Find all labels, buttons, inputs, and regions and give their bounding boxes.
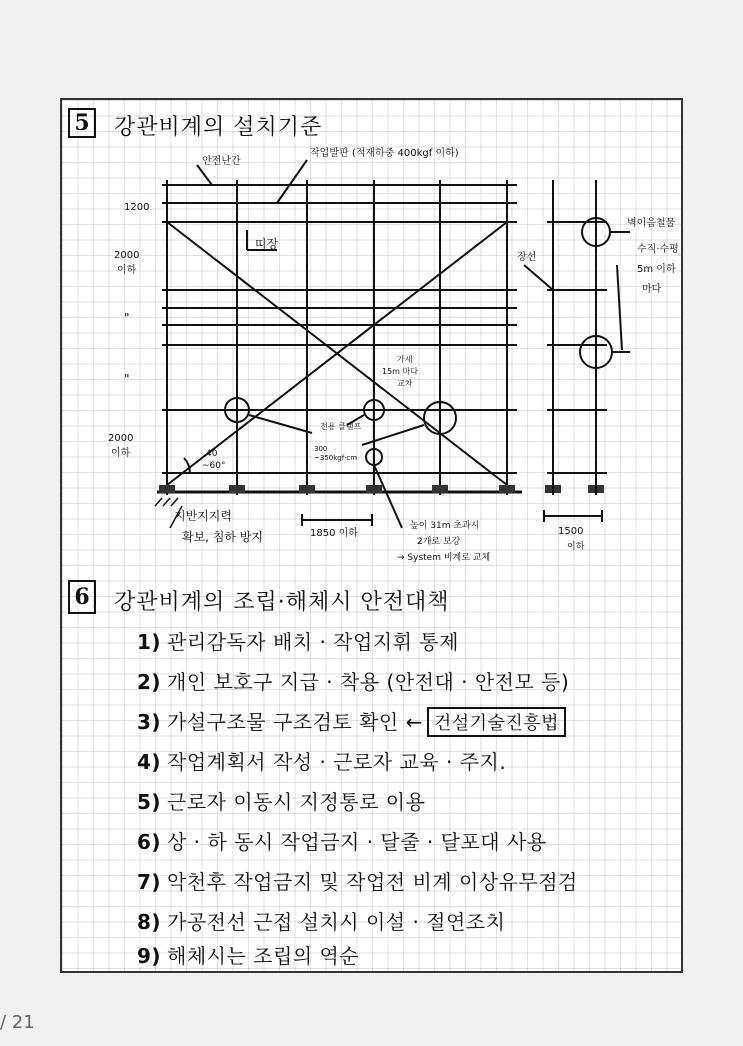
label-ledger: 띠장 [255,237,279,251]
list-item-6-text: 상 · 하 동시 작업금지 · 달줄 · 달포대 사용 [167,830,547,854]
list-item-3-text: 가설구조물 구조검토 확인 ← [167,710,423,734]
label-torque-1: 300 [314,445,328,453]
list-item-5 [137,786,425,815]
scaffold-side-frame [302,180,630,526]
section-5-title: 강관비계의 설치기준 [114,115,323,140]
label-ditto-2: " [124,372,130,386]
list-item-4 [137,746,506,775]
section-6-title: 강관비계의 조립·해체시 안전대책 [114,590,450,615]
list-item-2 [137,666,569,695]
label-span: 1850 이하 [310,528,358,539]
list-item-4-number: 4) [137,750,162,774]
section-6-number: 6 [74,584,90,610]
list-item-2-number: 2) [137,670,162,694]
label-2000-bottom: 2000 [108,433,134,444]
scaffold-diagram [62,140,681,595]
list-item-3 [137,706,566,737]
list-item-1 [137,626,459,655]
label-height-1: 높이 31m 초과시 [410,521,480,531]
law-reference-box: 건설기술진흥법 [427,707,566,737]
label-wall-4: 마다 [642,284,662,295]
label-tie: 장선 [517,252,537,263]
list-item-7-number: 7) [137,870,162,894]
list-item-8-text: 가공전선 근접 설치시 이설 · 절연조치 [167,910,506,934]
label-torque-2: ~350kgf·cm [314,454,358,462]
list-item-9 [137,940,359,969]
section-5-number: 5 [74,110,90,136]
label-clamp: 전용 클램프 [320,422,362,431]
page-indicator: / 21 [0,1012,35,1033]
label-2000-top: 2000 [114,250,140,261]
list-item-9-text: 해체시는 조립의 역순 [167,944,360,968]
list-item-5-text: 근로자 이동시 지정통로 이용 [167,790,426,814]
label-plank: 작업발판 (적재하중 400kgf 이하) [310,148,459,159]
list-item-1-text: 관리감독자 배치 · 작업지휘 통제 [167,630,459,654]
list-item-9-number: 9) [137,944,162,968]
list-item-7-text: 악천후 작업금지 및 작업전 비계 이상유무점검 [167,870,578,894]
label-cross-2: 15m 마다 [382,367,418,376]
list-item-7 [137,866,578,895]
label-wall-1: 벽이음철물 [627,218,676,229]
label-width: 1500 [558,526,584,537]
label-angle-range: ~60° [202,461,226,471]
label-width-2: 이하 [567,542,585,552]
list-item-6 [137,826,547,855]
label-angle: 40 [206,449,218,459]
label-ground: 지반지지력 [174,509,232,523]
label-height-2: 2개로 보강 [417,537,461,547]
list-item-5-number: 5) [137,790,162,814]
label-below-top: 이하 [117,265,137,276]
section-6-number-box [68,580,96,614]
list-item-1-number: 1) [137,630,162,654]
label-cross-1: 가새 [397,355,413,364]
list-item-8-number: 8) [137,910,162,934]
label-height-3: → System 비계로 교체 [397,553,491,563]
list-item-4-text: 작업계획서 작성 · 근로자 교육 · 주지. [167,750,507,774]
label-cross-3: 교차 [397,379,413,388]
note-page [60,98,683,973]
section-5-number-box [68,108,96,138]
scaffold-front-frame [157,160,522,528]
label-ground-2: 확보, 침하 방지 [182,530,263,544]
label-wall-2: 수직·수평 [637,244,679,255]
label-below-bottom: 이하 [111,448,131,459]
list-item-6-number: 6) [137,830,162,854]
label-wall-3: 5m 이하 [637,264,676,275]
list-item-8 [137,906,505,935]
label-guardrail: 안전난간 [202,156,241,167]
list-item-3-number: 3) [137,710,162,734]
label-1200: 1200 [124,202,150,213]
label-ditto-1: " [124,311,130,325]
list-item-2-text: 개인 보호구 지급 · 착용 (안전대 · 안전모 등) [167,670,570,694]
